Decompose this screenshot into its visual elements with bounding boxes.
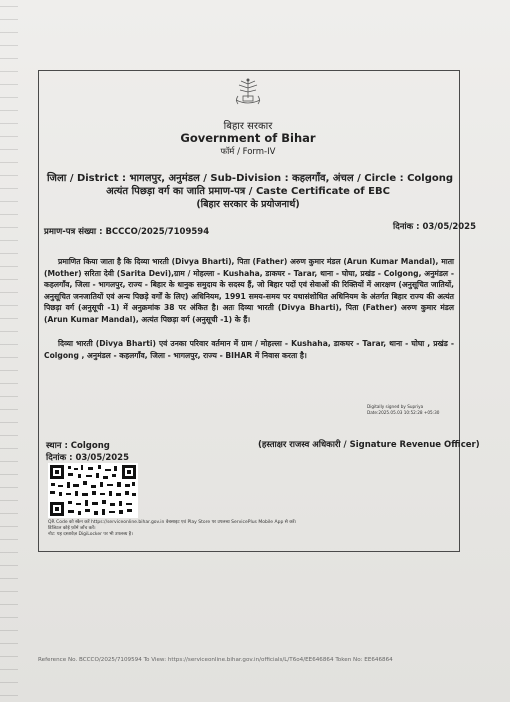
qr-code-icon bbox=[48, 463, 138, 518]
qr-instructions bbox=[48, 520, 296, 538]
signatory-label: (हस्ताक्षर राजस्व अधिकारी / Signature Revenue Officer) bbox=[258, 440, 480, 450]
sign-date-field: दिनांक : 03/05/2025 bbox=[46, 453, 130, 463]
scan-edge-noise bbox=[0, 0, 18, 702]
govt-title-english: Government of Bihar bbox=[180, 131, 316, 145]
certificate-title: अत्यंत पिछड़ा वर्ग का जाति प्रमाण-पत्र / Caste Certificate of EBC bbox=[106, 186, 390, 197]
certificate-body-paragraph-1: प्रमाणित किया जाता है कि दिव्या भारती (Divya Bharti), पिता (Father) अरुण कुमार मंडल (Arun Kumar Mandal), माता (Mother) सरिता देवी (Sarita Devi),ग्राम / मोहल्ला - Kushaha, डाकघर - Tarar, थाना - घोघा, प्रखंड - Colgong, अनुमंडल - कहलगाँव, जिला - भागलपुर, राज्य - बिहार के धानुक समुदाय के सदस्य हैं, जो बिहार पदों एवं सेवाओं की रिक्तियों में आरक्षण (अनुसूचित जातियों, अनुसूचित जनजातियों एवं अन्य पिछड़े वर्गों के लिए) अधिनियम, 1991 समय-समय पर यथासंशोधित अधिनियम के अंतर्गत बिहार राज्य की अत्यंत पिछड़ा वर्ग (अनुसूची -1) में अनुक्रमांक 38 पर अंकित है। अतः दिव्या भारती (Divya Bharti), पिता (Father) अरुण कुमार मंडल (Arun Kumar Mandal), अत्यंत पिछड़ा वर्ग (अनुसूची -1) के हैं। bbox=[44, 257, 454, 324]
bihar-emblem-icon bbox=[228, 76, 268, 112]
certificate-body-paragraph-2: दिव्या भारती (Divya Bharti) एवं उनका परिवार वर्तमान में ग्राम / मोहल्ला - Kushaha, डाकघर - Tarar, थाना - घोघा , प्रखंड - Colgong , अनुमंडल - कहलगाँव, जिला - भागलपुर, राज्य - BIHAR में निवास करता है। bbox=[44, 339, 454, 360]
govt-title-hindi: बिहार सरकार bbox=[223, 121, 273, 132]
place-field: स्थान : Colgong bbox=[46, 441, 110, 451]
reference-footer: Reference No. BCCCO/2025/7109594 To View: https://serviceonline.bihar.gov.in/officials/L/T6o4/EE646864 Token No: EE646864 bbox=[38, 657, 393, 663]
qr-note-line-2: डिजिटल कोई फ़ॉर्म जाँच करें। bbox=[48, 526, 96, 531]
issue-date: दिनांक : 03/05/2025 bbox=[393, 222, 477, 232]
district-line: जिला / District : भागलपुर, अनुमंडल / Sub-Division : कहलगाँव, अंचल / Circle : Colgong bbox=[46, 173, 454, 184]
qr-note-line-1: QR Code को स्कैन करें https://serviceonline.bihar.gov.in वेबसाइट एवं Play Store पर उपलब्ध ServicePlus Mobile App से करें। bbox=[48, 520, 297, 525]
form-number: फॉर्म / Form-IV bbox=[220, 147, 276, 157]
qr-note-line-3: नोट: यह दस्तावेज़ DigiLocker पर भी उपलब्ध है। bbox=[48, 532, 133, 537]
certificate-number: प्रमाण-पत्र संख्या : BCCCO/2025/7109594 bbox=[44, 227, 210, 237]
certificate-purpose: (बिहार सरकार के प्रयोजनार्थ) bbox=[196, 199, 300, 210]
digital-signature-stamp: Digitally signed by Supriya Date:2025.05.03 10:52:28 +05:30 bbox=[367, 404, 440, 415]
